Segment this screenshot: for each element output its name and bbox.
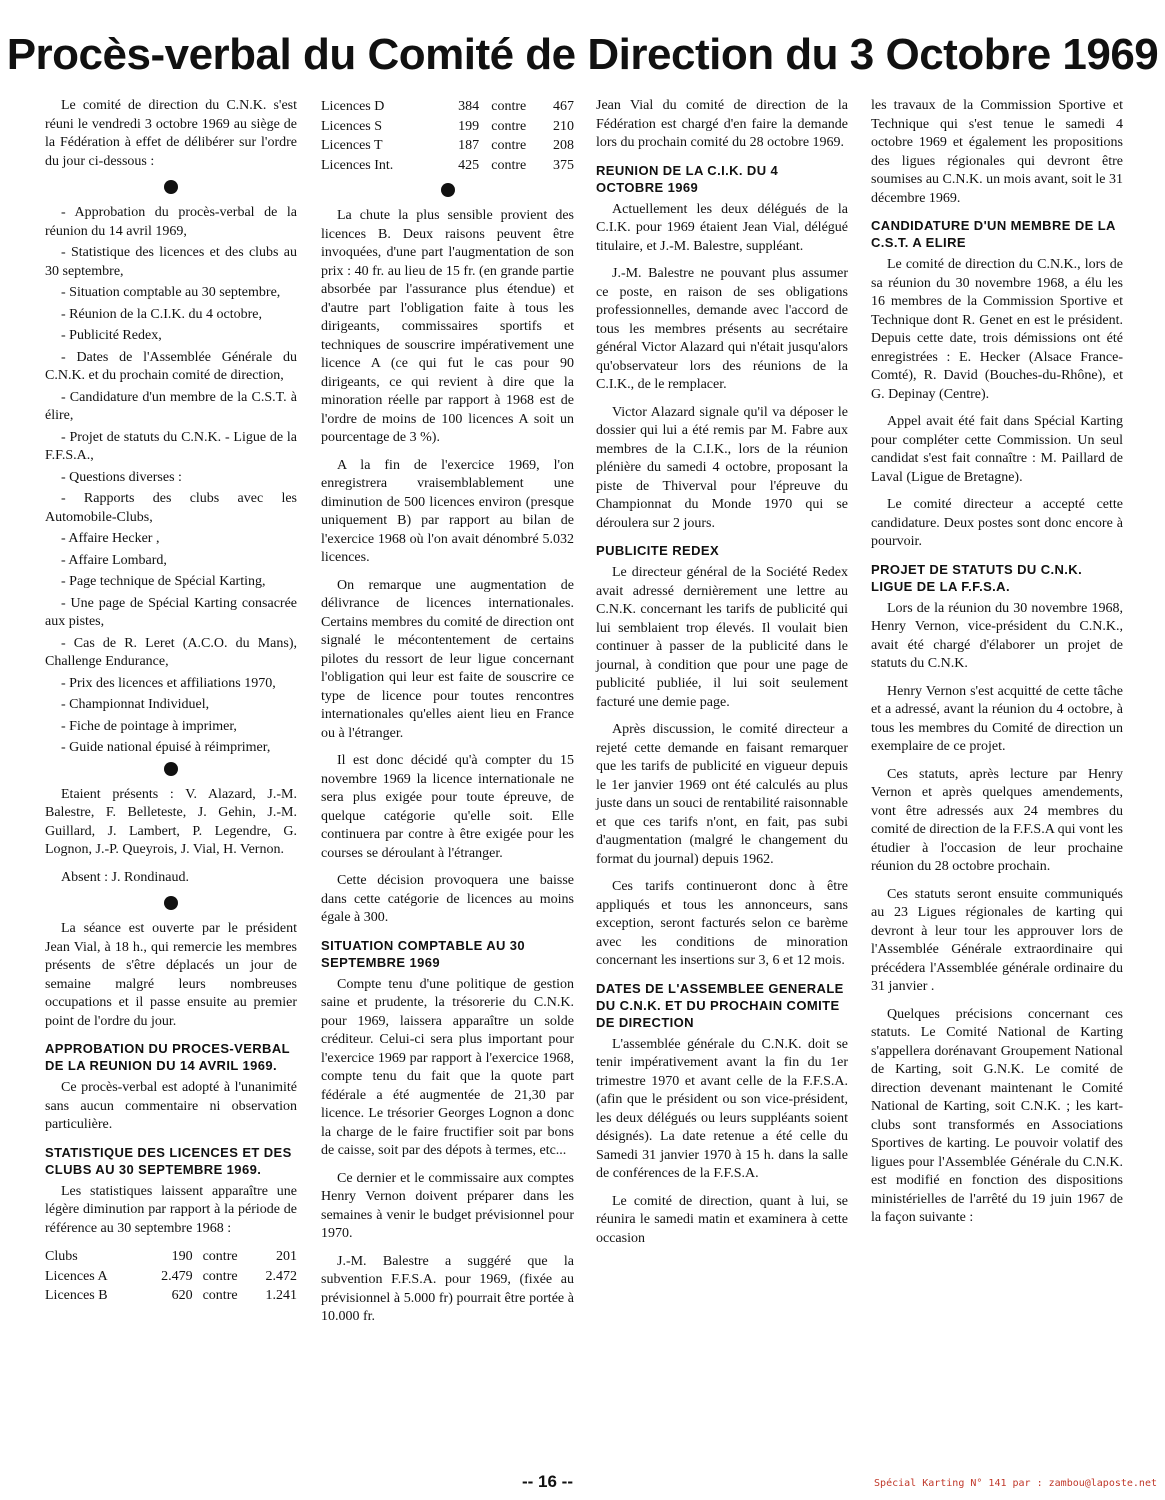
stat-value-1969: 2.479 — [161, 1268, 193, 1284]
stat-contre: contre — [491, 157, 527, 173]
stat-label: Licences S — [321, 118, 383, 134]
agenda-item: - Cas de R. Leret (A.C.O. du Mans), Challenge Endurance, — [45, 635, 297, 669]
stat-value-1968: 375 — [553, 157, 574, 173]
body-paragraph: Henry Vernon s'est acquitté de cette tâche et a adressé, avant la réunion du 4 octobre, à tous les membres du Comité de direction un exemplaire de ce projet. — [871, 683, 1123, 754]
section-heading-dates: DATES DE L'ASSEMBLEE GENERALE DU C.N.K. ET DU PROCHAIN COMITE DE DIRECTION — [596, 980, 844, 1030]
page-title: Procès-verbal du Comité de Direction du 3 Octobre 1969 — [6, 30, 1159, 79]
stat-value-1969: 620 — [171, 1288, 193, 1303]
statistique-paragraph: Les statistiques laissent apparaître une légère diminution par rapport à la période de référence au 30 septembre 1968 : — [45, 1183, 297, 1236]
agenda-item: - Prix des licences et affiliations 1970, — [61, 675, 276, 691]
body-paragraph: Le comité de direction, quant à lui, se réunira le samedi matin et examinera à cette occasion — [596, 1193, 848, 1246]
body-paragraph: Le directeur général de la Société Redex avait adressé dernièrement une lettre au C.N.K. concernant les tarifs de publicité qui lui semblaient trop élevés. Il voulait bien continuer à passer de la publicité dans le journal, à condition que pour une page de publicité publiée, il lui soit seulement facturé une demie page. — [596, 565, 848, 710]
stat-value-1968: 210 — [553, 118, 574, 134]
stat-contre: contre — [491, 118, 527, 134]
stat-value-1968: 467 — [553, 99, 574, 114]
body-paragraph: Compte tenu d'une politique de gestion saine et prudente, la trésorerie du C.N.K. pour 1969, laissera apparaître un solde créditeur. Celui-ci sera plus important pour l'exercice 1969 par rapport à l'exercice 1968, compte tenu du fait que la quote part fédérale a été augmentée de 21,30 par licence. Le trésorier Georges Lognon a donc la charge de le faire fructifier soit par bons de caisse, soit par des dépots à termes, etc... — [321, 976, 574, 1158]
stat-contre: contre — [202, 1288, 238, 1303]
table-row — [321, 136, 574, 156]
body-paragraph: Il est donc décidé qu'à compter du 15 novembre 1969 la licence internationale ne sera plus exigée pour toute épreuve, de quelque catégorie qu'elle soit. Elle continuera par contre à être exigée pour les courses se déroulant à l'étranger. — [321, 753, 574, 861]
agenda-item: - Réunion de la C.I.K. du 4 octobre, — [61, 306, 263, 322]
stat-label: Licences D — [321, 99, 385, 114]
stat-label: Licences T — [321, 138, 383, 153]
table-row — [321, 156, 574, 176]
column-3 — [596, 97, 848, 1257]
agenda-item: - Affaire Hecker , — [61, 531, 160, 546]
stat-value-1969: 384 — [458, 99, 480, 114]
bullet-separator — [164, 762, 178, 776]
body-paragraph: Cette décision provoquera une baisse dans cette catégorie de licences au moins égale à 300. — [321, 873, 574, 925]
body-paragraph: Victor Alazard signale qu'il va déposer le dossier qui lui a été remis par M. Fabre aux membres de la C.I.K., lors de la réunion plénière du samedi 4 octobre, proposant la piste de Thiverval pour l'épreuve du Championnat du Monde 1970 qui se déroulera sur 2 jours. — [596, 404, 848, 531]
table-row — [45, 1247, 297, 1267]
opening-paragraph: La séance est ouverte par le président Jean Vial, à 18 h., qui remercie les membres présents de s'être déplacés un jour de semaine malgré leurs nombreuses occupations et il passe ensuite au premier point de l'ordre du jour. — [45, 921, 297, 1029]
page-footer — [0, 1472, 1165, 1494]
body-paragraph: J.-M. Balestre ne pouvant plus assumer ce poste, en raison de ses obligations professionnelles, demande avec l'accord de tous les membres présents au secrétaire général Victor Alazard qui n'était jusqu'alors qu'observateur lors des réunions de la C.I.K., de le remplacer. — [596, 266, 848, 392]
stat-value-1969: 199 — [458, 118, 480, 134]
agenda-item: - Dates de l'Assemblée Générale du C.N.K. et du prochain comité de direction, — [45, 349, 297, 383]
agenda-item: - Fiche de pointage à imprimer, — [61, 718, 237, 734]
bullet-separator — [164, 180, 178, 194]
body-paragraph: J.-M. Balestre a suggéré que la subvention F.F.S.A. pour 1969, (fixée au prévisionnel à 5.000 fr) pourrait être portée à 10.000 fr. — [321, 1253, 574, 1324]
stat-value-1968: 2.472 — [265, 1268, 297, 1284]
agenda-item: - Championnat Individuel, — [61, 697, 210, 712]
body-paragraph: Ces tarifs continueront donc à être appliqués et tous les annonceurs, sans exception, seront facturés selon ce barème avec les conditions de minoration concernant les insertions sur 3, 6 et 12 mois. — [596, 879, 848, 968]
agenda-item: - Candidature d'un membre de la C.S.T. à élire, — [45, 389, 297, 423]
agenda-item: - Questions diverses : — [61, 469, 182, 485]
body-paragraph: Actuellement les deux délégués de la C.I.K. pour 1969 étaient Jean Vial, délégué titulaire, et J.-M. Balestre, suppléant. — [596, 201, 848, 254]
agenda-item: - Publicité Redex, — [61, 328, 162, 343]
body-paragraph: Le comité directeur a accepté cette candidature. Deux postes sont donc encore à pourvoir. — [871, 497, 1123, 549]
section-heading-statistique: STATISTIQUE DES LICENCES ET DES CLUBS AU 30 SEPTEMBRE 1969. — [45, 1144, 292, 1177]
stat-value-1968: 201 — [276, 1249, 297, 1264]
body-paragraph: Appel avait été fait dans Spécial Karting pour compléter cette Commission. Un seul candidat s'est fait connaître : M. Paillard de Laval (Ligue de Bretagne). — [871, 414, 1123, 485]
body-paragraph: L'assemblée générale du C.N.K. doit se tenir impérativement avant la fin du 1er trimestre 1970 et avant celle de la F.F.S.A. (afin que le président ou son vice-président, les deux délégués ou leurs suppléants soient désignés). La date retenue a été celle du Samedi 31 janvier 1970 à 15 h. dans la salle de conférences de la F.F.S.A. — [596, 1036, 848, 1181]
body-paragraph: Quelques précisions concernant ces statuts. Le Comité National de Karting s'appellera dorénavant Groupement National de Karting, soit G.N.K. Le comité de direction devenant maintenant le Comité National de Karting, soit C.N.K. ; les kart-clubs sont transformés en Associations Sportives de karting. Le pouvoir volatif des ligues pour l'Assemblée Générale du C.N.K. est modifié en fonction des dispositions ministérielles de l'arrêté du 19 juin 1967 de la façon suivante : — [871, 1006, 1123, 1225]
agenda-item: - Statistique des licences et des clubs au 30 septembre, — [45, 245, 297, 279]
intro-paragraph: Le comité de direction du C.N.K. s'est réuni le vendredi 3 octobre 1969 au siège de la Fédération à effet de délibérer sur l'ordre du jour ci-dessous : — [45, 98, 297, 169]
body-paragraph: Ces statuts seront ensuite communiqués au 23 Ligues régionales de karting qui devront à leur tour les approuver lors de l'Assemblée Générale extraordinaire qui précédera l'Assemblée générale ordinaire du 31 janvier . — [871, 886, 1123, 994]
section-heading-projet-statuts: PROJET DE STATUTS DU C.N.K. LIGUE DE LA F.F.S.A. — [871, 561, 1083, 594]
section-heading-candidature: CANDIDATURE D'UN MEMBRE DE LA C.S.T. A ELIRE — [871, 218, 1116, 250]
stat-contre: contre — [202, 1268, 238, 1284]
body-paragraph: Le comité de direction du C.N.K., lors de sa réunion du 30 novembre 1968, a élu les 16 membres de la Commission Sportive et Technique dont R. Genet en est le président. Depuis cette date, trois démissions ont été enregistrées : E. Hecker (Alsace France-Comté), R. David (Bouches-du-Rhône), et G. Depinay (Centre). — [871, 257, 1123, 402]
body-paragraph: Ce dernier et le commissaire aux comptes Henry Vernon doivent préparer dans les semaines à venir le budget prévisionnel pour 1970. — [321, 1170, 574, 1241]
stat-value-1968: 208 — [553, 138, 574, 153]
agenda-item: - Situation comptable au 30 septembre, — [61, 285, 281, 300]
stat-label: Clubs — [45, 1249, 78, 1264]
table-row — [321, 97, 574, 117]
agenda-item: - Projet de statuts du C.N.K. - Ligue de la F.F.S.A., — [45, 429, 297, 463]
section-heading-approbation: APPROBATION DU PROCES-VERBAL DE LA REUNION DU 14 AVRIL 1969. — [45, 1041, 290, 1073]
source-credit: Spécial Karting N° 141 par : zambou@laposte.net — [874, 1478, 1157, 1489]
section-heading-cik: REUNION DE LA C.I.K. DU 4 OCTOBRE 1969 — [596, 162, 779, 195]
agenda-item: - Guide national épuisé à réimprimer, — [61, 740, 271, 755]
agenda-item: - Une page de Spécial Karting consacrée aux pistes, — [45, 595, 297, 629]
body-paragraph: Lors de la réunion du 30 novembre 1968, Henry Vernon, vice-président du C.N.K., avait été chargé d'élaborer un projet de statuts du C.N.K. — [871, 600, 1123, 671]
stat-label: Licences Int. — [321, 157, 394, 173]
body-paragraph: Ces statuts, après lecture par Henry Vernon et après quelques amendements, vont être adressés aux 24 membres du comité de direction de la F.F.S.A qui vont les étudier à l'occasion de leur prochaine réunion du 28 octobre prochain. — [871, 766, 1123, 874]
licence-stats-table — [45, 1247, 297, 1306]
absent-paragraph: Absent : J. Rondinaud. — [61, 869, 189, 885]
stat-label: Licences B — [45, 1288, 108, 1303]
body-paragraph: On remarque une augmentation de délivrance de licences internationales. Certains membres du comité de direction ont signalé le mécontentement de certains pilotes du ressort de leur ligue concernant l'obligation qui leur est faite de souscrire ce type de licence pour toutes rencontres internationales qu'elles aient lieu en France ou à l'étranger. — [321, 577, 574, 741]
body-paragraph: les travaux de la Commission Sportive et Technique qui s'est tenue le samedi 4 octobre 1969 et également les propositions des ligues régionales qui devront être soumises au C.N.K. un mois avant, soit le 31 décembre 1969. — [871, 98, 1123, 206]
agenda-item: - Approbation du procès-verbal de la réunion du 14 avril 1969, — [45, 205, 297, 239]
stat-contre: contre — [491, 138, 527, 153]
attendees-paragraph: Etaient présents : V. Alazard, J.-M. Balestre, F. Belleteste, J. Gehin, J.-M. Guillard, J. Lambert, P. Legendre, G. Lognon, J.-P. Queyrois, J. Vial, H. Vernon. — [45, 786, 297, 857]
agenda-item: - Page technique de Spécial Karting, — [61, 574, 266, 589]
column-2 — [321, 97, 574, 1336]
body-paragraph: Après discussion, le comité directeur a rejeté cette demande en faisant remarquer que les tarifs de publicité en vigueur depuis le 1er janvier 1969 ont été calculés au plus juste dans un souci de rentabilité raisonnable et que ces tarifs n'ont, en fait, pas subi d'augmentation (malgré le changement du format du journal) depuis 1962. — [596, 722, 848, 867]
stat-value-1969: 187 — [458, 138, 480, 153]
licence-stats-table-continued — [321, 97, 574, 175]
body-paragraph: La chute la plus sensible provient des licences B. Deux raisons peuvent être invoquées, d'une part l'augmentation de son prix : 40 fr. au lieu de 15 fr. (en grande partie absorbée par l'assurance plus étendue) et d'autre part l'obligation faite à tous les dirigeants, commissaires sportifs et techniques de souscrire impérativement une licence A (ce qui fut le cas pour 90 dirigeants, ce qui revient à dire que la minoration réelle par rapport à 1968 est de l'ordre de moins de 100 licences A soit un pourcentage de 3 %). — [321, 208, 574, 445]
section-heading-situation-comptable: SITUATION COMPTABLE AU 30 SEPTEMBRE 1969 — [321, 937, 526, 970]
agenda-item: - Rapports des clubs avec les Automobile-Clubs, — [45, 491, 297, 525]
table-row — [321, 117, 574, 137]
stat-contre: contre — [202, 1249, 238, 1264]
approbation-paragraph: Ce procès-verbal est adopté à l'unanimité sans aucun commentaire ni observation particulière. — [45, 1080, 297, 1132]
agenda-item: - Affaire Lombard, — [61, 552, 167, 568]
bullet-separator — [164, 896, 178, 910]
bullet-separator — [441, 183, 455, 197]
body-paragraph: A la fin de l'exercice 1969, l'on enregistrera vraisemblablement une diminution de 500 licences environ (presque uniquement B) par rapport au bilan de l'exercice 1968 où l'on avait dénombré 5.032 licences. — [321, 457, 574, 565]
stat-label: Licences A — [45, 1268, 108, 1284]
page-number: -- 16 -- — [522, 1472, 573, 1491]
stat-value-1969: 190 — [171, 1249, 193, 1264]
column-4 — [871, 97, 1123, 1237]
body-paragraph: Jean Vial du comité de direction de la Fédération est chargé d'en faire la demande lors du prochain comité du 28 octobre 1969. — [596, 98, 848, 150]
table-row — [45, 1286, 297, 1306]
stat-contre: contre — [491, 99, 527, 114]
stat-value-1968: 1.241 — [265, 1288, 297, 1303]
stat-value-1969: 425 — [458, 157, 480, 173]
table-row — [45, 1267, 297, 1287]
column-1 — [45, 97, 297, 1314]
section-heading-redex: PUBLICITE REDEX — [596, 543, 720, 558]
